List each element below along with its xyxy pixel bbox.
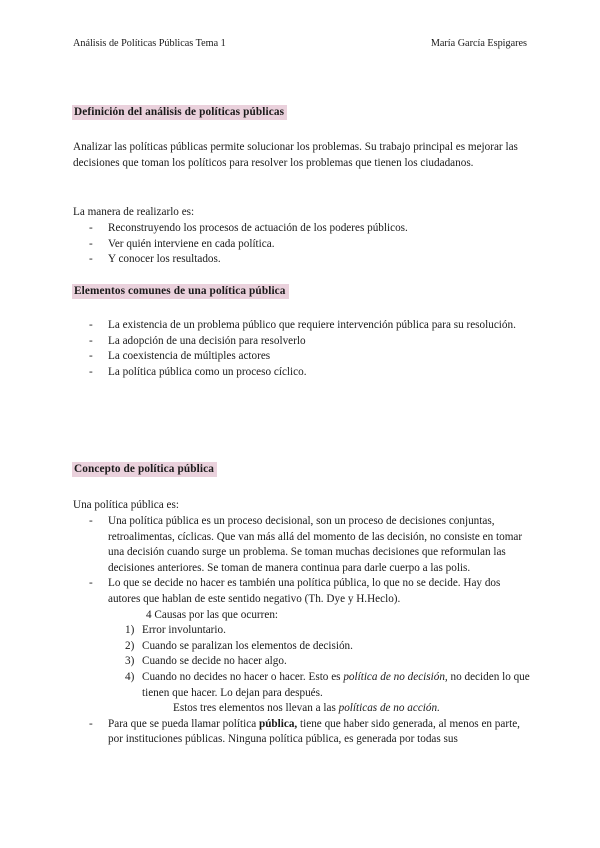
item-number: 4) — [125, 670, 135, 683]
list-item-text: Lo que se decide no hacer es también una política pública, lo que no se decide. Hay dos autores que hablan de este sentido negativo (Th. Dye y H.Heclo). — [108, 577, 501, 605]
list-item-text-after: tiene que haber sido generada, al menos en parte, por instituciones públicas. Ninguna política pública, es generada por todas sus — [108, 717, 520, 746]
numbered-item — [108, 639, 533, 655]
item-text: Cuando se paralizan los elementos de decisión. — [142, 639, 353, 652]
item-text: Error involuntario. — [142, 624, 226, 637]
item-number: 3) — [125, 655, 135, 668]
numbered-item — [108, 623, 533, 639]
item-number: 2) — [125, 639, 135, 652]
item-emphasis: política de no decisión, — [343, 670, 448, 683]
numbered-item — [108, 670, 533, 701]
list-item: - Ver quién interviene en cada política. — [73, 237, 533, 253]
note-emphasis: políticas de no acción. — [338, 702, 440, 715]
section-heading-elementos: Elementos comunes de una política pública — [72, 284, 289, 299]
list-item: - Una política pública es un proceso decisional, son un proceso de decisiones conjuntas, retroalimentas, cíclicas. Que van más allá del momento de las decisión, no consiste en tomar una decisión cuando surge un problema. Se toman muchas decisiones que reformulan las decisiones anteriores. Se toman de manera continua para darle cuerpo a las polis. — [73, 514, 533, 576]
list-item: - La política pública como un proceso cíclico. — [73, 365, 533, 381]
paragraph-definicion: Analizar las políticas públicas permite solucionar los problemas. Su trabajo principal es mejorar las decisiones que toman los políticos para resolver los problemas que tienen los ciudadanos. — [73, 141, 518, 169]
list-item: - La existencia de un problema público que requiere intervención pública para su resolución. — [73, 318, 533, 334]
list-causas — [108, 623, 533, 701]
section-heading-concepto: Concepto de política pública — [72, 462, 217, 477]
list-item-text: Para que se pueda llamar política — [108, 717, 259, 730]
list-manera — [73, 221, 533, 268]
numbered-item — [108, 654, 533, 670]
list-elementos — [73, 318, 533, 380]
list-item: - Y conocer los resultados. — [73, 252, 533, 268]
note-text: Estos tres elementos nos llevan a las — [173, 702, 339, 715]
list-item: - La adopción de una decisión para resolverlo — [73, 334, 533, 350]
paragraph-manera-intro: La manera de realizarlo es: — [73, 206, 195, 218]
header-course-title: Análisis de Políticas Públicas Tema 1 — [73, 38, 226, 49]
item-number: 1) — [125, 624, 135, 637]
list-item — [73, 717, 533, 748]
item-text: Cuando se decide no hacer algo. — [142, 655, 287, 668]
header-author: María García Espigares — [430, 38, 527, 49]
item-text: Cuando no decides no hacer o hacer. Esto es — [142, 670, 344, 683]
list-concepto — [73, 514, 533, 748]
list-item — [73, 576, 533, 716]
list-item-bold: pública, — [258, 717, 298, 730]
causas-note — [108, 701, 533, 717]
list-item: - Reconstruyendo los procesos de actuación de los poderes públicos. — [73, 221, 533, 237]
item-text-after: no deciden lo que tienen que hacer. Lo dejan para después. — [142, 670, 530, 699]
section-heading-definicion: Definición del análisis de políticas públicas — [72, 105, 287, 120]
causas-title: 4 Causas por las que ocurren: — [146, 608, 279, 621]
paragraph-concepto-intro: Una política pública es: — [73, 499, 179, 511]
list-item: - La coexistencia de múltiples actores — [73, 349, 533, 365]
